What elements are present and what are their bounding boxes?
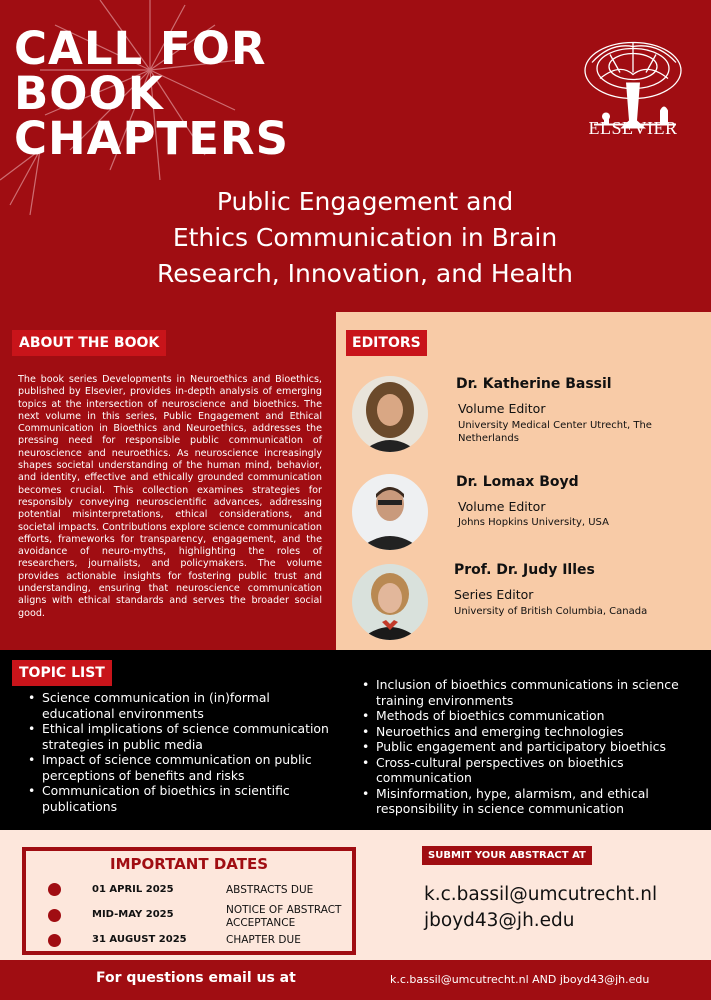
editor-photo	[352, 564, 428, 640]
heading-line-2: BOOK	[14, 67, 164, 120]
submit-email-link[interactable]: jboyd43@jh.edu	[424, 910, 575, 931]
about-label: ABOUT THE BOOK	[12, 330, 166, 356]
topic-item: • Methods of bioethics communication	[360, 708, 700, 724]
important-dates-title: IMPORTANT DATES	[110, 855, 268, 873]
call-for-chapters-heading	[14, 22, 289, 165]
editor-name: Dr. Lomax Boyd	[456, 474, 579, 490]
editor-affiliation: University of British Columbia, Canada	[454, 606, 648, 617]
topic-item: • Neuroethics and emerging technologies	[360, 724, 700, 740]
book-title-line-3: Research, Innovation, and Health	[157, 259, 573, 288]
topic-list-left	[26, 690, 331, 814]
editors-label: EDITORS	[346, 330, 427, 356]
topic-list-section	[0, 650, 711, 830]
date-value: 01 APRIL 2025	[92, 884, 174, 895]
topic-item: • Public engagement and participatory bioethics	[360, 739, 700, 755]
book-title-line-1: Public Engagement and	[216, 187, 514, 216]
editor-name: Prof. Dr. Judy Illes	[454, 562, 595, 578]
topic-item: • Inclusion of bioethics communications in science training environments	[360, 677, 700, 708]
editor-role: Volume Editor	[458, 499, 546, 514]
about-section	[0, 312, 336, 650]
date-bullet-icon	[48, 883, 61, 896]
editor-affiliation: University Medical Center Utrecht, The Netherlands	[458, 420, 652, 444]
topic-item: • Impact of science communication on public perceptions of benefits and risks	[26, 752, 331, 783]
topic-list-right	[360, 677, 700, 817]
date-description: ABSTRACTS DUE	[226, 884, 314, 896]
editor-role: Series Editor	[454, 587, 534, 602]
heading-line-3: CHAPTERS	[14, 112, 289, 165]
date-value: MID-MAY 2025	[92, 909, 174, 920]
heading-line-1: CALL FOR	[14, 22, 267, 75]
date-bullet-icon	[48, 909, 61, 922]
topic-list-label: TOPIC LIST	[12, 660, 112, 686]
dates-and-submission	[0, 830, 711, 960]
date-value: 31 AUGUST 2025	[92, 934, 187, 945]
date-bullet-icon	[48, 934, 61, 947]
footer-question: For questions email us at	[96, 970, 296, 986]
editors-section	[336, 312, 711, 650]
topic-item: • Ethical implications of science communication strategies in public media	[26, 721, 331, 752]
footer-emails[interactable]: k.c.bassil@umcutrecht.nl AND jboyd43@jh.edu	[390, 973, 650, 986]
date-description: NOTICE OF ABSTRACT ACCEPTANCE	[226, 904, 342, 929]
editor-photo	[352, 376, 428, 452]
editor-name: Dr. Katherine Bassil	[456, 376, 612, 392]
footer	[0, 960, 711, 1000]
topic-item: • Science communication in (in)formal educational environments	[26, 690, 331, 721]
editor-affiliation: Johns Hopkins University, USA	[458, 517, 609, 528]
editor-role: Volume Editor	[458, 401, 546, 416]
topic-item: • Cross-cultural perspectives on bioethics communication	[360, 755, 700, 786]
editor-photo	[352, 474, 428, 550]
important-dates-box	[22, 847, 356, 955]
topic-item: • Communication of bioethics in scientific publications	[26, 783, 331, 814]
submit-abstract-label: SUBMIT YOUR ABSTRACT AT	[422, 846, 592, 865]
book-title-line-2: Ethics Communication in Brain	[172, 223, 558, 252]
submit-email-link[interactable]: k.c.bassil@umcutrecht.nl	[424, 884, 658, 905]
header	[0, 0, 711, 312]
publisher-wordmark: ELSEVIER	[588, 118, 678, 138]
about-text: The book series Developments in Neuroethics and Bioethics, published by Elsevier, provides in-depth analysis of emerging topics at the intersection of neuroscience and bioethics. The next volume in this series, Public Engagement and Ethical Communication in Bioethics and Neuroethics, addresses the pressing need for responsible public communication of neuroscience and neuroethics. As neuroscience increasingly shapes societal understanding of the human mind, behavior, and identity, effective and ethically grounded communication becomes crucial. This collection examines strategies for responsibly conveying neuroscientific advances, addressing potential misinterpretations, ethical considerations, and societal impacts. Contributions explore science communication efforts, frameworks for transparency, engagement, and the avoidance of neuro-myths, highlighting the roles of researchers, journalists, and policymakers. The volume provides actionable insights for fostering public trust and understanding, ensuring that neuroscience communication aligns with ethical standards and serves the broader social good.	[18, 374, 322, 619]
date-description: CHAPTER DUE	[226, 934, 301, 946]
topic-item: • Misinformation, hype, alarmism, and ethical responsibility in science communication	[360, 786, 700, 817]
book-title	[120, 184, 610, 292]
